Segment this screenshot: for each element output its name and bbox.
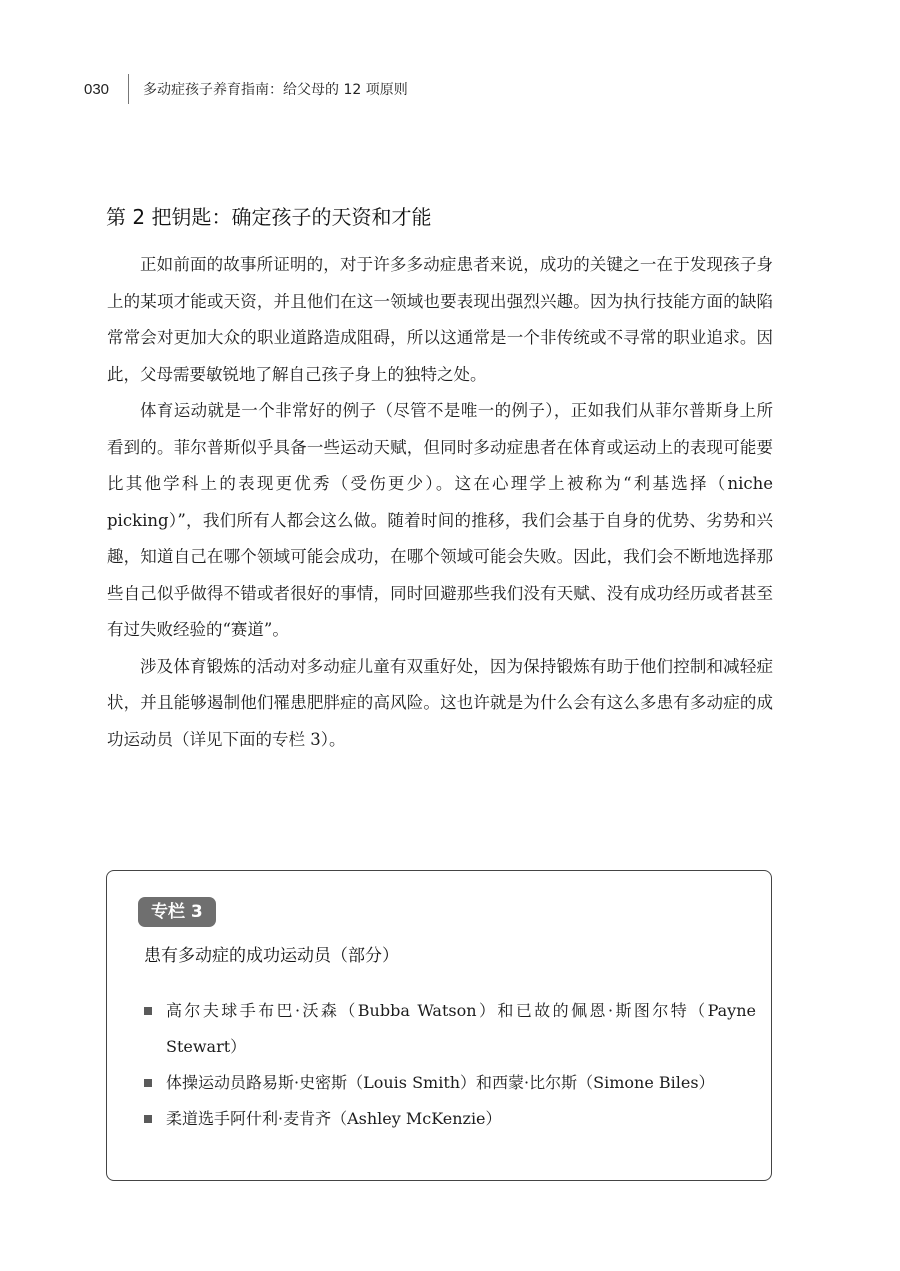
- sidebar-badge: 专栏 3: [138, 897, 216, 927]
- book-title: 多动症孩子养育指南：给父母的 12 项原则: [143, 82, 408, 98]
- paragraph: 涉及体育锻炼的活动对多动症儿童有双重好处，因为保持锻炼有助于他们控制和减轻症状，并且能够遏制他们罹患肥胖症的高风险。这也许就是为什么会有这么多患有多动症的成功运动员（详见下面的专栏 3）。: [107, 656, 773, 749]
- list-item-text: 高尔夫球手布巴·沃森（Bubba Watson）和已故的佩恩·斯图尔特（Payne Stewart）: [166, 1001, 756, 1056]
- sidebar-box: [106, 870, 772, 1181]
- sidebar-list: [144, 993, 756, 1137]
- header-divider: [128, 74, 129, 104]
- list-item-text: 体操运动员路易斯·史密斯（Louis Smith）和西蒙·比尔斯（Simone Biles）: [166, 1073, 715, 1092]
- list-item: [144, 1065, 756, 1101]
- section-heading: 第 2 把钥匙：确定孩子的天资和才能: [106, 205, 432, 229]
- list-item-text: 柔道选手阿什利·麦肯齐（Ashley McKenzie）: [166, 1109, 502, 1128]
- list-item: [144, 1101, 756, 1137]
- paragraph: 体育运动就是一个非常好的例子（尽管不是唯一的例子），正如我们从菲尔普斯身上所看到的。菲尔普斯似乎具备一些运动天赋，但同时多动症患者在体育或运动上的表现可能要比其他学科上的表现更优秀（受伤更少）。这在心理学上被称为“利基选择（niche picking）”，我们所有人都会这么做。随着时间的推移，我们会基于自身的优势、劣势和兴趣，知道自己在哪个领域可能会成功，在哪个领域可能会失败。因此，我们会不断地选择那些自己似乎做得不错或者很好的事情，同时回避那些我们没有天赋、没有成功经历或者甚至有过失败经验的“赛道”。: [107, 401, 773, 639]
- list-item: [144, 993, 756, 1065]
- paragraph: 正如前面的故事所证明的，对于许多多动症患者来说，成功的关键之一在于发现孩子身上的某项才能或天资，并且他们在这一领域也要表现出强烈兴趣。因为执行技能方面的缺陷常常会对更加大众的职业道路造成阻碍，所以这通常是一个非传统或不寻常的职业追求。因此，父母需要敏锐地了解自己孩子身上的独特之处。: [107, 255, 773, 384]
- page-number: 030: [84, 80, 110, 98]
- running-header: [84, 72, 408, 106]
- square-bullet-icon: [144, 1115, 152, 1123]
- square-bullet-icon: [144, 1079, 152, 1087]
- body-text: [107, 247, 773, 758]
- sidebar-title: 患有多动症的成功运动员（部分）: [144, 946, 399, 966]
- square-bullet-icon: [144, 1007, 152, 1015]
